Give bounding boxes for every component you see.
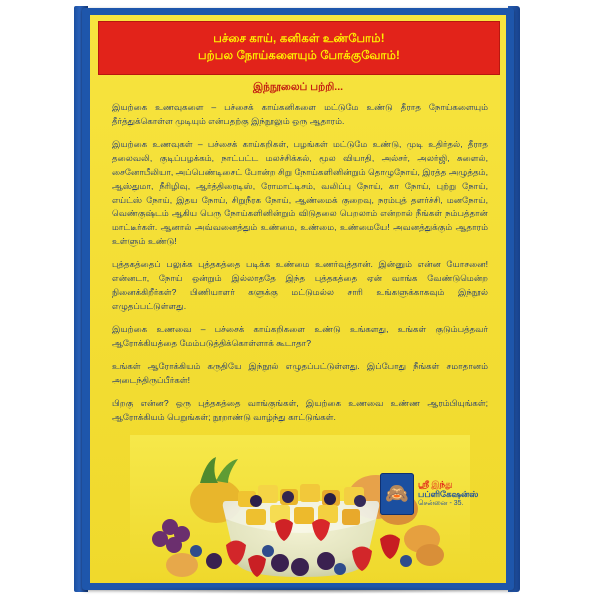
cover-page-face — [90, 15, 506, 583]
paragraph-4: இயற்கை உணவை – பச்சைக் காய்கறிகளை உண்டு உங்களது, உங்கள் குடும்பத்தவர் ஆரோக்கியத்தை மேம்படுத்திக்கொள்ளாக் கூடாதா? — [112, 323, 488, 348]
publisher-name-line1: ஸ்ரீ இந்து — [418, 479, 453, 490]
paragraph-3: புத்தகத்தைப் பலுக்க புத்தகத்தை படிக்க உண்மை உணர்வுத்தான். இன்னும் என்ன யோசனை! என்னடா, நோய் ஒன்றும் இல்லாததே இந்த புத்தகத்தை ஏன் வாங்க வேண்டுமென்ற நினைக்கிறீர்கள்? பிணியாளர் களுக்கு மட்டுமல்ல சாரி உங்களுக்காகவும் இந்நூல் எழுதப்பட்டுள்ளது. — [112, 259, 488, 311]
deity-emblem-icon — [380, 473, 414, 515]
book-shadow — [88, 586, 512, 594]
paragraph-1: இயற்கை உணவுகளை – பச்சைக் காய்கனிகளை மட்டுமே உண்டு தீராத நோய்களையும் தீர்த்துக்கொள்ள முடியும் என்பதற்கு இந்நூலும் ஒரு ஆதாரம். — [112, 102, 488, 126]
publisher-name-line2: பப்ளிகேஷன்ஸ் — [418, 488, 479, 499]
publisher-city: சென்னை - 35. — [418, 499, 464, 507]
header-line-2: பற்பல நோய்களையும் போக்குவோம்! — [197, 49, 401, 62]
book-back-cover — [82, 8, 514, 590]
header-line-1: பச்சை காய், கனிகள் உண்போம்! — [213, 33, 385, 46]
paragraph-2: இயற்கை உணவுகள் – பச்சைக் காய்கறிகள், பழங்கள் மட்டுமே உண்டு, முடி உதிர்தல், தீராத தலைவலி, குடிப்பழக்கம், நாட்பட்ட மலச்சிக்கல், மூல வியாதி, அல்சர், அலர்ஜி, சுளைல், சைனோபீலியா, அப்பெண்டிசைட் போன்ற சிறு நோய்களினின்றும் தொழுநோய், இரத்த அழுத்தம், ஆஸ்துமா, நீரிழிவு, ஆர்த்திரைடிஸ், ரோமாட்டிசம், வலிப்பு நோய், கா நோய், புற்று நோய், எய்ட்ஸ் நோய், இதய நோய், சிறுநீரக நோய், ஆண்மைக் குறைவு, நரம்புத் தளர்ச்சி, மனநோய், வெண்குஷ்டம் ஆகிய பெரு நோய்களினின்றும் விடுதலை பெறலாம் என்றால் நீங்கள் நம்பத்தான் மாட்டீர்கள். ஆனால் அவ்வனைத்தும் உண்மை, உண்மை, உண்மையே! அவனத்துக்கும் ஆதாரம் உள்ளும் உண்டு! — [112, 138, 488, 247]
about-book-text — [112, 101, 488, 433]
about-book-subtitle: இந்நூலைப் பற்றி... — [252, 81, 344, 93]
header-banner — [98, 21, 500, 75]
publisher-text — [418, 480, 478, 508]
paragraph-6: பிறகு என்ன? ஒரு புத்தகத்தை வாங்குங்கள், இயற்கை உணவை உண்ண ஆரம்பியுங்கள்; ஆரோக்கியம் பெறுங்கள்; நூறாண்டு வாழ்ந்து காட்டுங்கள். — [112, 397, 488, 422]
paragraph-5: உங்கள் ஆரோக்கியம் கருதியே இந்நூல் எழுதப்பட்டுள்ளது. இப்போது நீங்கள் சமாதானம் அடைந்திருப்பீர்கள்! — [112, 360, 488, 385]
publisher-logo — [380, 465, 492, 523]
deity-glyph: 🙈 — [385, 483, 409, 505]
